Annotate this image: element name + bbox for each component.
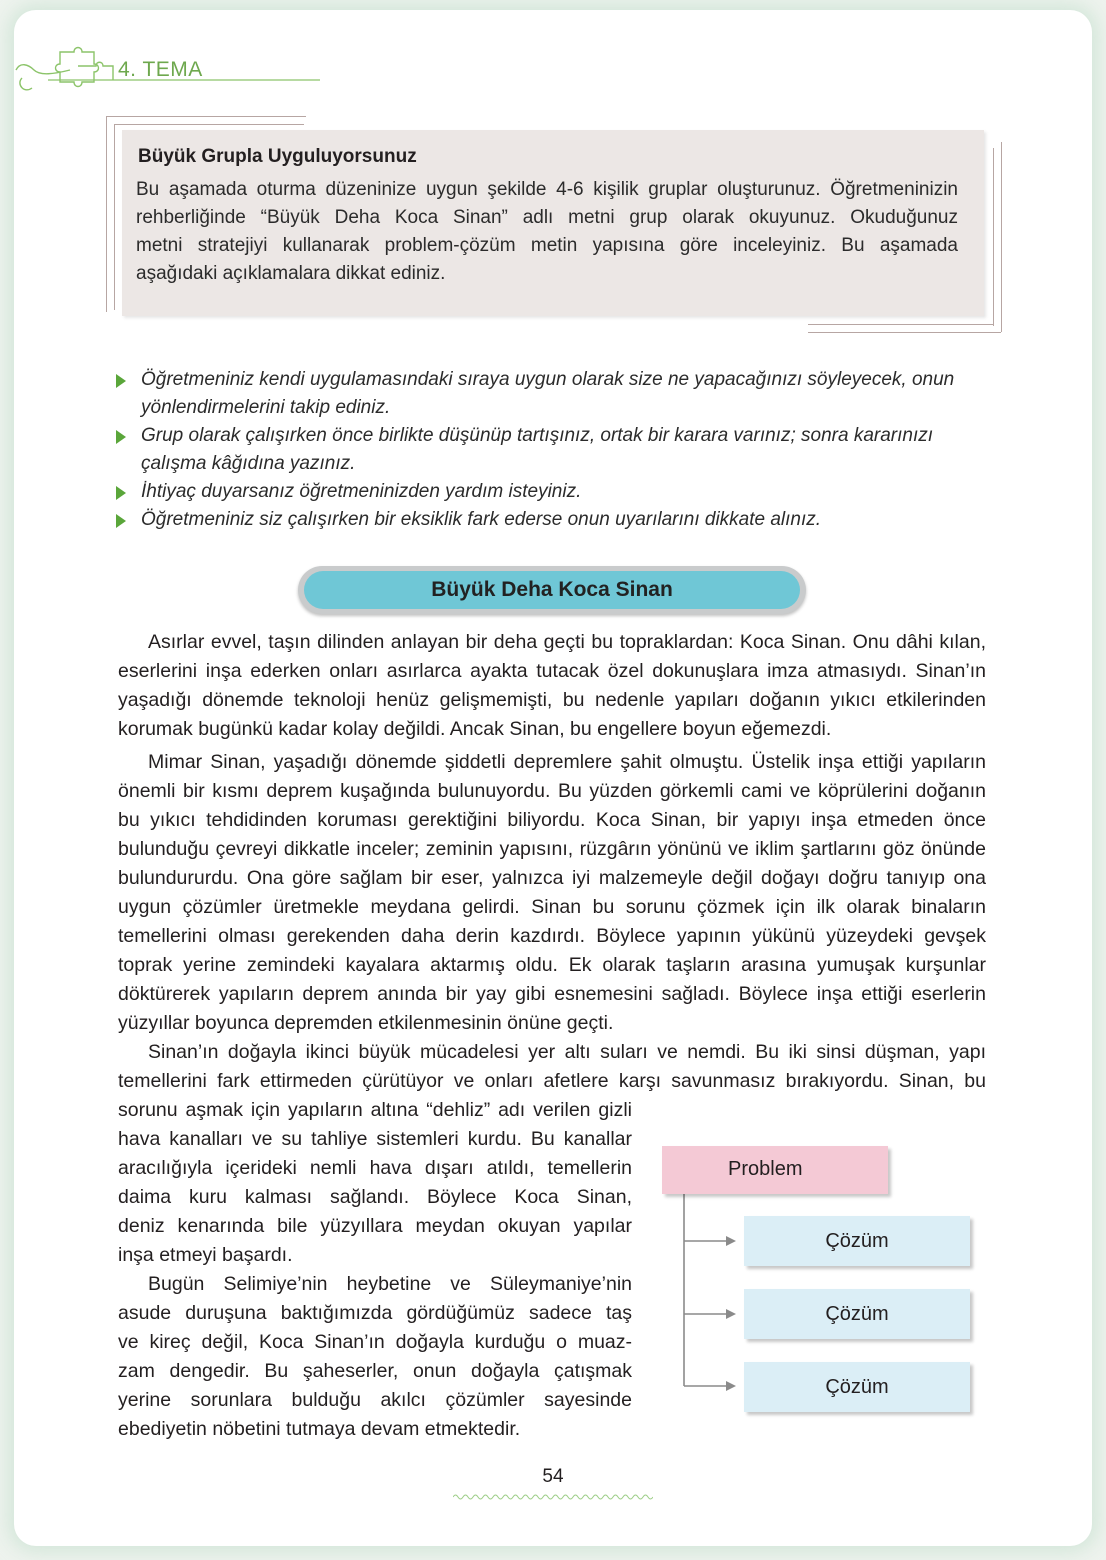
story-line: aracılığıyla içerideki nemli hava dışarı atıldı, temellerin (118, 1157, 632, 1179)
instruction-line: metni stratejiyi kullanarak problem-çözüm metin yapısına göre inceleyiniz. Bu aşamada (136, 235, 958, 256)
diagram-problem-box: Problem (662, 1146, 888, 1194)
footer-ornament (453, 1493, 653, 1501)
story-line: daima kuru kalması sağlandı. Böylece Koca Sinan, (118, 1186, 632, 1208)
guideline-text: Öğretmeniniz kendi uygulamasındaki sıraya uygun olarak size ne yapacağınızı söyleyecek, onun yönlendirmelerini takip ediniz. (141, 369, 955, 418)
story-line: hava kanalları ve su tahliye sistemleri kurdu. Bu kanallar (118, 1128, 632, 1150)
story-line: temellerini fark ettirmeden çürütüyor ve onları afetlere karşı savunmasız bırakıyordu. Sinan, bu (118, 1070, 986, 1092)
instruction-title: Büyük Grupla Uyguluyorsunuz (138, 146, 417, 167)
story-line: ebediyetin nöbetini tutmaya devam etmektedir. (118, 1418, 521, 1440)
arrow-right-icon (726, 1381, 736, 1391)
story-title: Büyük Deha Koca Sinan (304, 571, 800, 609)
page-number: 54 (542, 1466, 564, 1487)
arrow-right-icon (726, 1236, 736, 1246)
story-line: Bugün Selimiye’nin heybetine ve Süleymaniye’nin (148, 1273, 632, 1295)
instruction-line: Bu aşamada oturma düzeninize uygun şekilde 4-6 kişilik gruplar oluşturunuz. Öğretmeninizin (136, 179, 958, 200)
story-paragraph-2: Mimar Sinan, yaşadığı dönemde şiddetli depremlere şahit olmuştu. Üstelik inşa ettiği yapıların önemli bir kısmı deprem kuşağında bulunuyordu. Bu yüzden görkemli cami ve köprülerini doğanın bu yıkıcı tehdidinden koruması gerektiğini biliyordu. Koca Sinan, bir yapıyı inşa etmeden önce bulunduğu çevreyi dikkatle inceler; zeminin yapısını, rüzgârın yönünü ve iklim şartlarını göz önünde bulundururdu. Ona göre sağlam bir eser, yalnızca iyi malzemeyle değil doğayı doğru tanıyıp ona uygun çözümler üretmekle meydana gelirdi. Sinan bu sorunu çözmek için ilk olarak binaların temellerini olması gerekenden daha derin kazdırdı. Böylece yapının yükünü yüzeydeki gevşek toprak yerine zemindeki kayalara aktarmış oldu. Ek olarak taşların arasına yumuşak kurşunlar döktürerek yapıların deprem anında bir yay gibi esnemesini sağladı. Böylece inşa ettiği eserlerin yüzyıllar boyunca depremden etkilenmesinin önüne geçti. (118, 751, 986, 1034)
theme-title: 4. TEMA (118, 58, 203, 81)
story-line: ve kireç değil, Koca Sinan’ın doğayla kurduğu o muaz- (118, 1331, 632, 1353)
diagram-solution-box: Çözüm (744, 1362, 970, 1412)
guideline-text: İhtiyaç duyarsanız öğretmeninizden yardım isteyiniz. (141, 481, 582, 502)
arrow-right-icon (726, 1309, 736, 1319)
instruction-line: aşağıdaki açıklamalara dikkat ediniz. (136, 263, 446, 284)
story-line: zam dengedir. Bu şaheserler, onun doğayla çatışmak (118, 1360, 632, 1382)
story-paragraph-1: Asırlar evvel, taşın dilinden anlayan bir deha geçti bu topraklardan: Koca Sinan. Onu dâhi kılan, eserlerini inşa ederken onları asırlarca ayakta tutacak özel dokunuşlara imza atmasıydı. Sinan’ın yaşadığı dönemde teknoloji henüz gelişmemişti, bu nedenle yapıları doğanın yıkıcı etkilerinden korumak bugünkü kadar kolay değildi. Ancak Sinan, bu engellere boyun eğemezdi. (118, 631, 986, 740)
story-line: yerine sorunlara bulduğu akılcı çözümler sayesinde (118, 1389, 632, 1411)
diagram-solution-box: Çözüm (744, 1289, 970, 1339)
story-line: sorunu aşmak için yapıların altına “dehliz” adı verilen gizli (118, 1099, 632, 1121)
guideline-text: Grup olarak çalışırken önce birlikte düşünüp tartışınız, ortak bir karara varınız; sonra kararınızı çalışma kâğıdına yazınız. (141, 425, 934, 474)
story-line: asude duruşuna baktığımızda gördüğümüz sadece taş (118, 1302, 632, 1324)
instruction-line: rehberliğinde “Büyük Deha Koca Sinan” adlı metni grup olarak okuyunuz. Okuduğunuz (136, 207, 958, 228)
story-line: Sinan’ın doğayla ikinci büyük mücadelesi yer altı suları ve nemdi. Bu iki sinsi düşman, yapı (148, 1041, 986, 1063)
story-line: deniz kenarında bile yüzyıllara meydan okuyan yapılar (118, 1215, 632, 1237)
guideline-text: Öğretmeniniz siz çalışırken bir eksiklik fark ederse onun uyarılarını dikkate alınız. (141, 509, 822, 530)
diagram-solution-box: Çözüm (744, 1216, 970, 1266)
story-line: inşa etmeyi başardı. (118, 1244, 293, 1266)
